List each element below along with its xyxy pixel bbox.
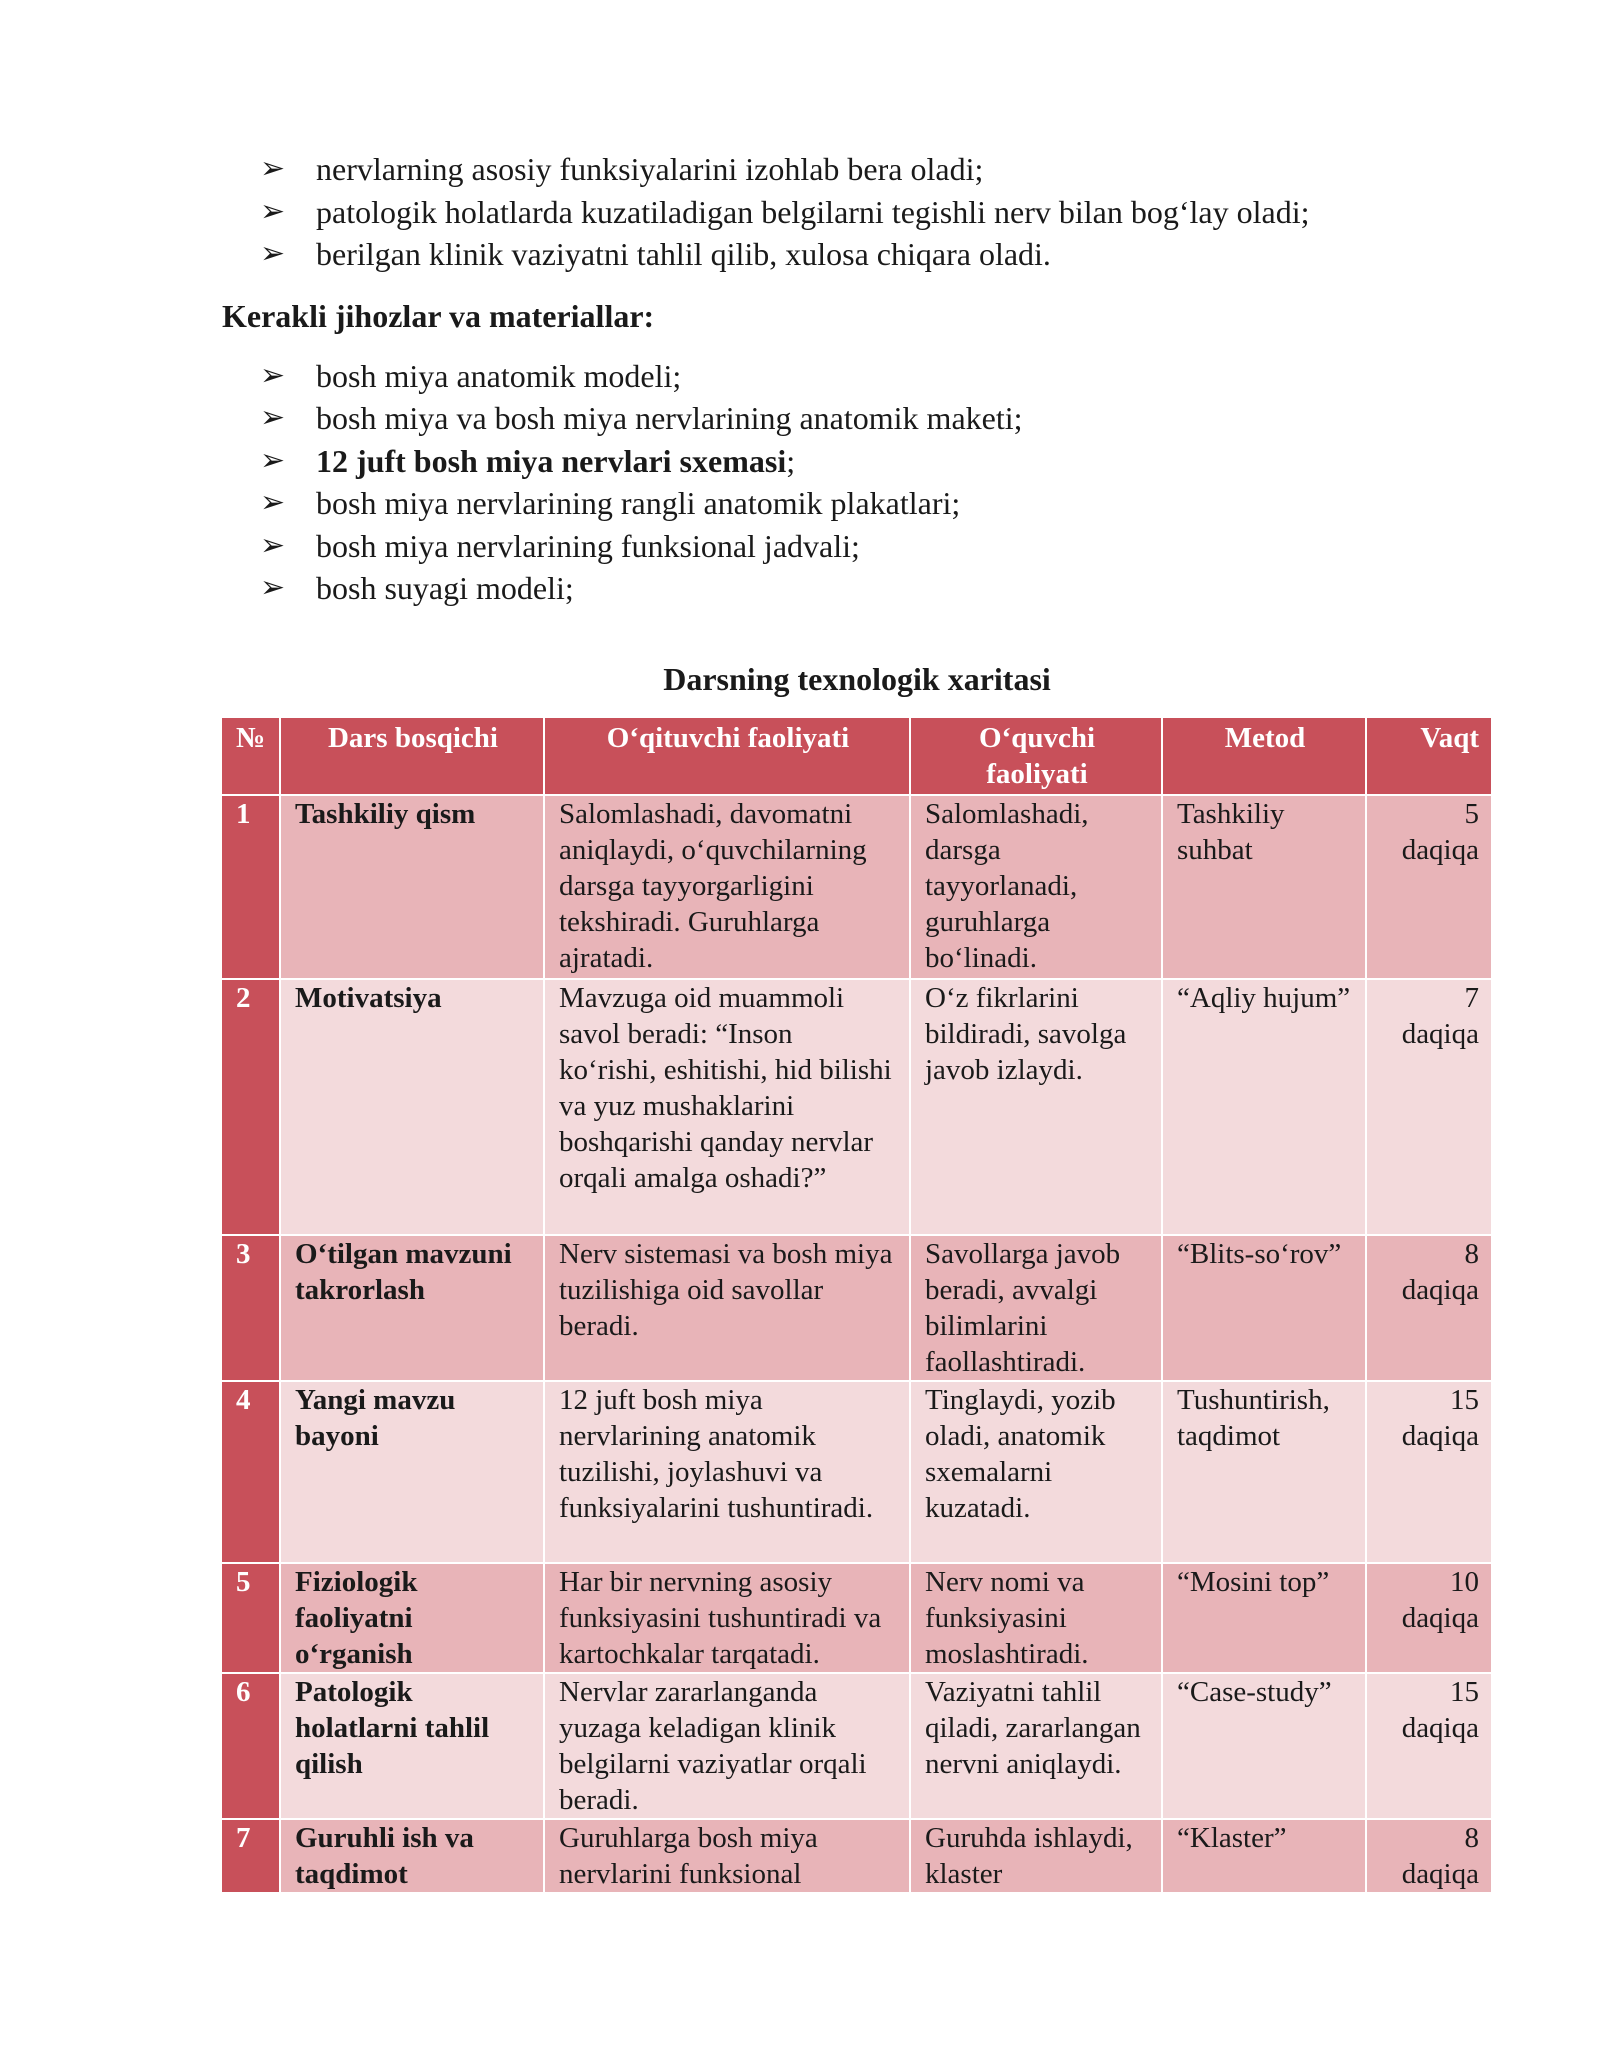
row-student: Salomlashadi, darsga tayyorlanadi, guruhlarga bo‘linadi.	[910, 795, 1162, 979]
table-row	[222, 795, 1492, 979]
list-item	[260, 397, 1492, 440]
row-stage: Patologik holatlarni tahlil qilish	[280, 1673, 544, 1819]
list-item	[260, 482, 1492, 525]
list-item-text: bosh suyagi modeli;	[316, 570, 574, 606]
row-stage: Motivatsiya	[280, 979, 544, 1235]
materials-list	[222, 355, 1492, 610]
row-method: “Klaster”	[1162, 1819, 1366, 1893]
list-item-bold-text: 12 juft bosh miya nervlari sxemasi	[316, 442, 787, 479]
row-number: 1	[222, 795, 280, 979]
row-method: “Blits-so‘rov”	[1162, 1235, 1366, 1381]
list-item	[260, 355, 1492, 398]
arrow-bullet-icon: ➢	[260, 570, 286, 605]
row-number: 3	[222, 1235, 280, 1381]
row-student: Nerv nomi va funksiyasini moslashtiradi.	[910, 1563, 1162, 1673]
header-student: O‘quvchi faoliyati	[910, 718, 1162, 795]
arrow-bullet-icon: ➢	[260, 400, 286, 435]
header-method: Metod	[1162, 718, 1366, 795]
row-teacher: Har bir nervning asosiy funksiyasini tushuntiradi va kartochkalar tarqatadi.	[544, 1563, 910, 1673]
row-number: 5	[222, 1563, 280, 1673]
row-teacher: Mavzuga oid muammoli savol beradi: “Inson ko‘rishi, eshitishi, hid bilishi va yuz mushaklarini boshqarishi qanday nervlar orqali amalga oshadi?”	[544, 979, 910, 1235]
arrow-bullet-icon: ➢	[260, 442, 286, 478]
lesson-map-table	[222, 718, 1493, 1894]
row-student: Savollarga javob beradi, avvalgi bilimlarini faollashtiradi.	[910, 1235, 1162, 1381]
list-item	[260, 440, 1492, 483]
row-student: Tinglaydi, yozib oladi, anatomik sxemalarni kuzatadi.	[910, 1381, 1162, 1563]
row-stage: Yangi mavzu bayoni	[280, 1381, 544, 1563]
table-row	[222, 1673, 1492, 1819]
row-teacher: Guruhlarga bosh miya nervlarini funksional	[544, 1819, 910, 1893]
row-stage: Tashkiliy qism	[280, 795, 544, 979]
list-item	[260, 191, 1492, 234]
list-item-text: berilgan klinik vaziyatni tahlil qilib, xulosa chiqara oladi.	[316, 236, 1051, 272]
header-stage: Dars bosqichi	[280, 718, 544, 795]
document-page	[222, 148, 1492, 1894]
table-title: Darsning texnologik xaritasi	[663, 660, 1051, 697]
list-item-text: nervlarning asosiy funksiyalarini izohlab bera oladi;	[316, 151, 984, 187]
list-item-text: ;	[786, 442, 796, 479]
row-stage: Fiziologik faoliyatni o‘rganish	[280, 1563, 544, 1673]
row-method: Tushuntirish, taqdimot	[1162, 1381, 1366, 1563]
row-number: 4	[222, 1381, 280, 1563]
table-row	[222, 1381, 1492, 1563]
outcomes-list	[222, 148, 1492, 276]
header-time: Vaqt	[1366, 718, 1492, 795]
header-number: №	[222, 718, 280, 795]
row-time: 8 daqiqa	[1366, 1819, 1492, 1893]
row-student: O‘z fikrlarini bildiradi, savolga javob izlaydi.	[910, 979, 1162, 1235]
arrow-bullet-icon: ➢	[260, 357, 286, 393]
row-number: 7	[222, 1819, 280, 1893]
arrow-bullet-icon: ➢	[260, 485, 286, 520]
table-row	[222, 1235, 1492, 1381]
table-row	[222, 979, 1492, 1235]
row-method: “Mosini top”	[1162, 1563, 1366, 1673]
list-item-text: patologik holatlarda kuzatiladigan belgilarni tegishli nerv bilan bog‘lay oladi;	[316, 193, 1310, 230]
header-teacher: O‘qituvchi faoliyati	[544, 718, 910, 795]
row-time: 15 daqiqa	[1366, 1381, 1492, 1563]
row-time: 15 daqiqa	[1366, 1673, 1492, 1819]
list-item-text: bosh miya anatomik modeli;	[316, 357, 682, 394]
row-number: 6	[222, 1673, 280, 1819]
row-stage: Guruhli ish va taqdimot	[280, 1819, 544, 1893]
arrow-bullet-icon: ➢	[260, 236, 286, 271]
row-method: “Case-study”	[1162, 1673, 1366, 1819]
row-teacher: Nerv sistemasi va bosh miya tuzilishiga oid savollar beradi.	[544, 1235, 910, 1381]
row-time: 10 daqiqa	[1366, 1563, 1492, 1673]
list-item	[260, 567, 1492, 610]
row-stage: O‘tilgan mavzuni takrorlash	[280, 1235, 544, 1381]
arrow-bullet-icon: ➢	[260, 151, 286, 186]
row-student: Guruhda ishlaydi, klaster	[910, 1819, 1162, 1893]
materials-heading: Kerakli jihozlar va materiallar:	[222, 297, 655, 334]
list-item-text: bosh miya nervlarining funksional jadvali;	[316, 527, 860, 564]
arrow-bullet-icon: ➢	[260, 193, 286, 229]
table-header-row	[222, 718, 1492, 795]
list-item	[260, 525, 1492, 568]
list-item	[260, 148, 1492, 191]
list-item-text: bosh miya va bosh miya nervlarining anatomik maketi;	[316, 400, 1023, 436]
row-teacher: 12 juft bosh miya nervlarining anatomik tuzilishi, joylashuvi va funksiyalarini tushuntiradi.	[544, 1381, 910, 1563]
table-row	[222, 1563, 1492, 1673]
row-teacher: Nervlar zararlanganda yuzaga keladigan klinik belgilarni vaziyatlar orqali beradi.	[544, 1673, 910, 1819]
row-time: 7 daqiqa	[1366, 979, 1492, 1235]
list-item	[260, 233, 1492, 276]
row-method: Tashkiliy suhbat	[1162, 795, 1366, 979]
table-row	[222, 1819, 1492, 1893]
arrow-bullet-icon: ➢	[260, 527, 286, 563]
row-time: 8 daqiqa	[1366, 1235, 1492, 1381]
row-student: Vaziyatni tahlil qiladi, zararlangan nervni aniqlaydi.	[910, 1673, 1162, 1819]
row-teacher: Salomlashadi, davomatni aniqlaydi, o‘quvchilarning darsga tayyorgarligini tekshiradi. Guruhlarga ajratadi.	[544, 795, 910, 979]
row-number: 2	[222, 979, 280, 1235]
row-method: “Aqliy hujum”	[1162, 979, 1366, 1235]
row-time: 5 daqiqa	[1366, 795, 1492, 979]
list-item-text: bosh miya nervlarining rangli anatomik plakatlari;	[316, 485, 961, 521]
